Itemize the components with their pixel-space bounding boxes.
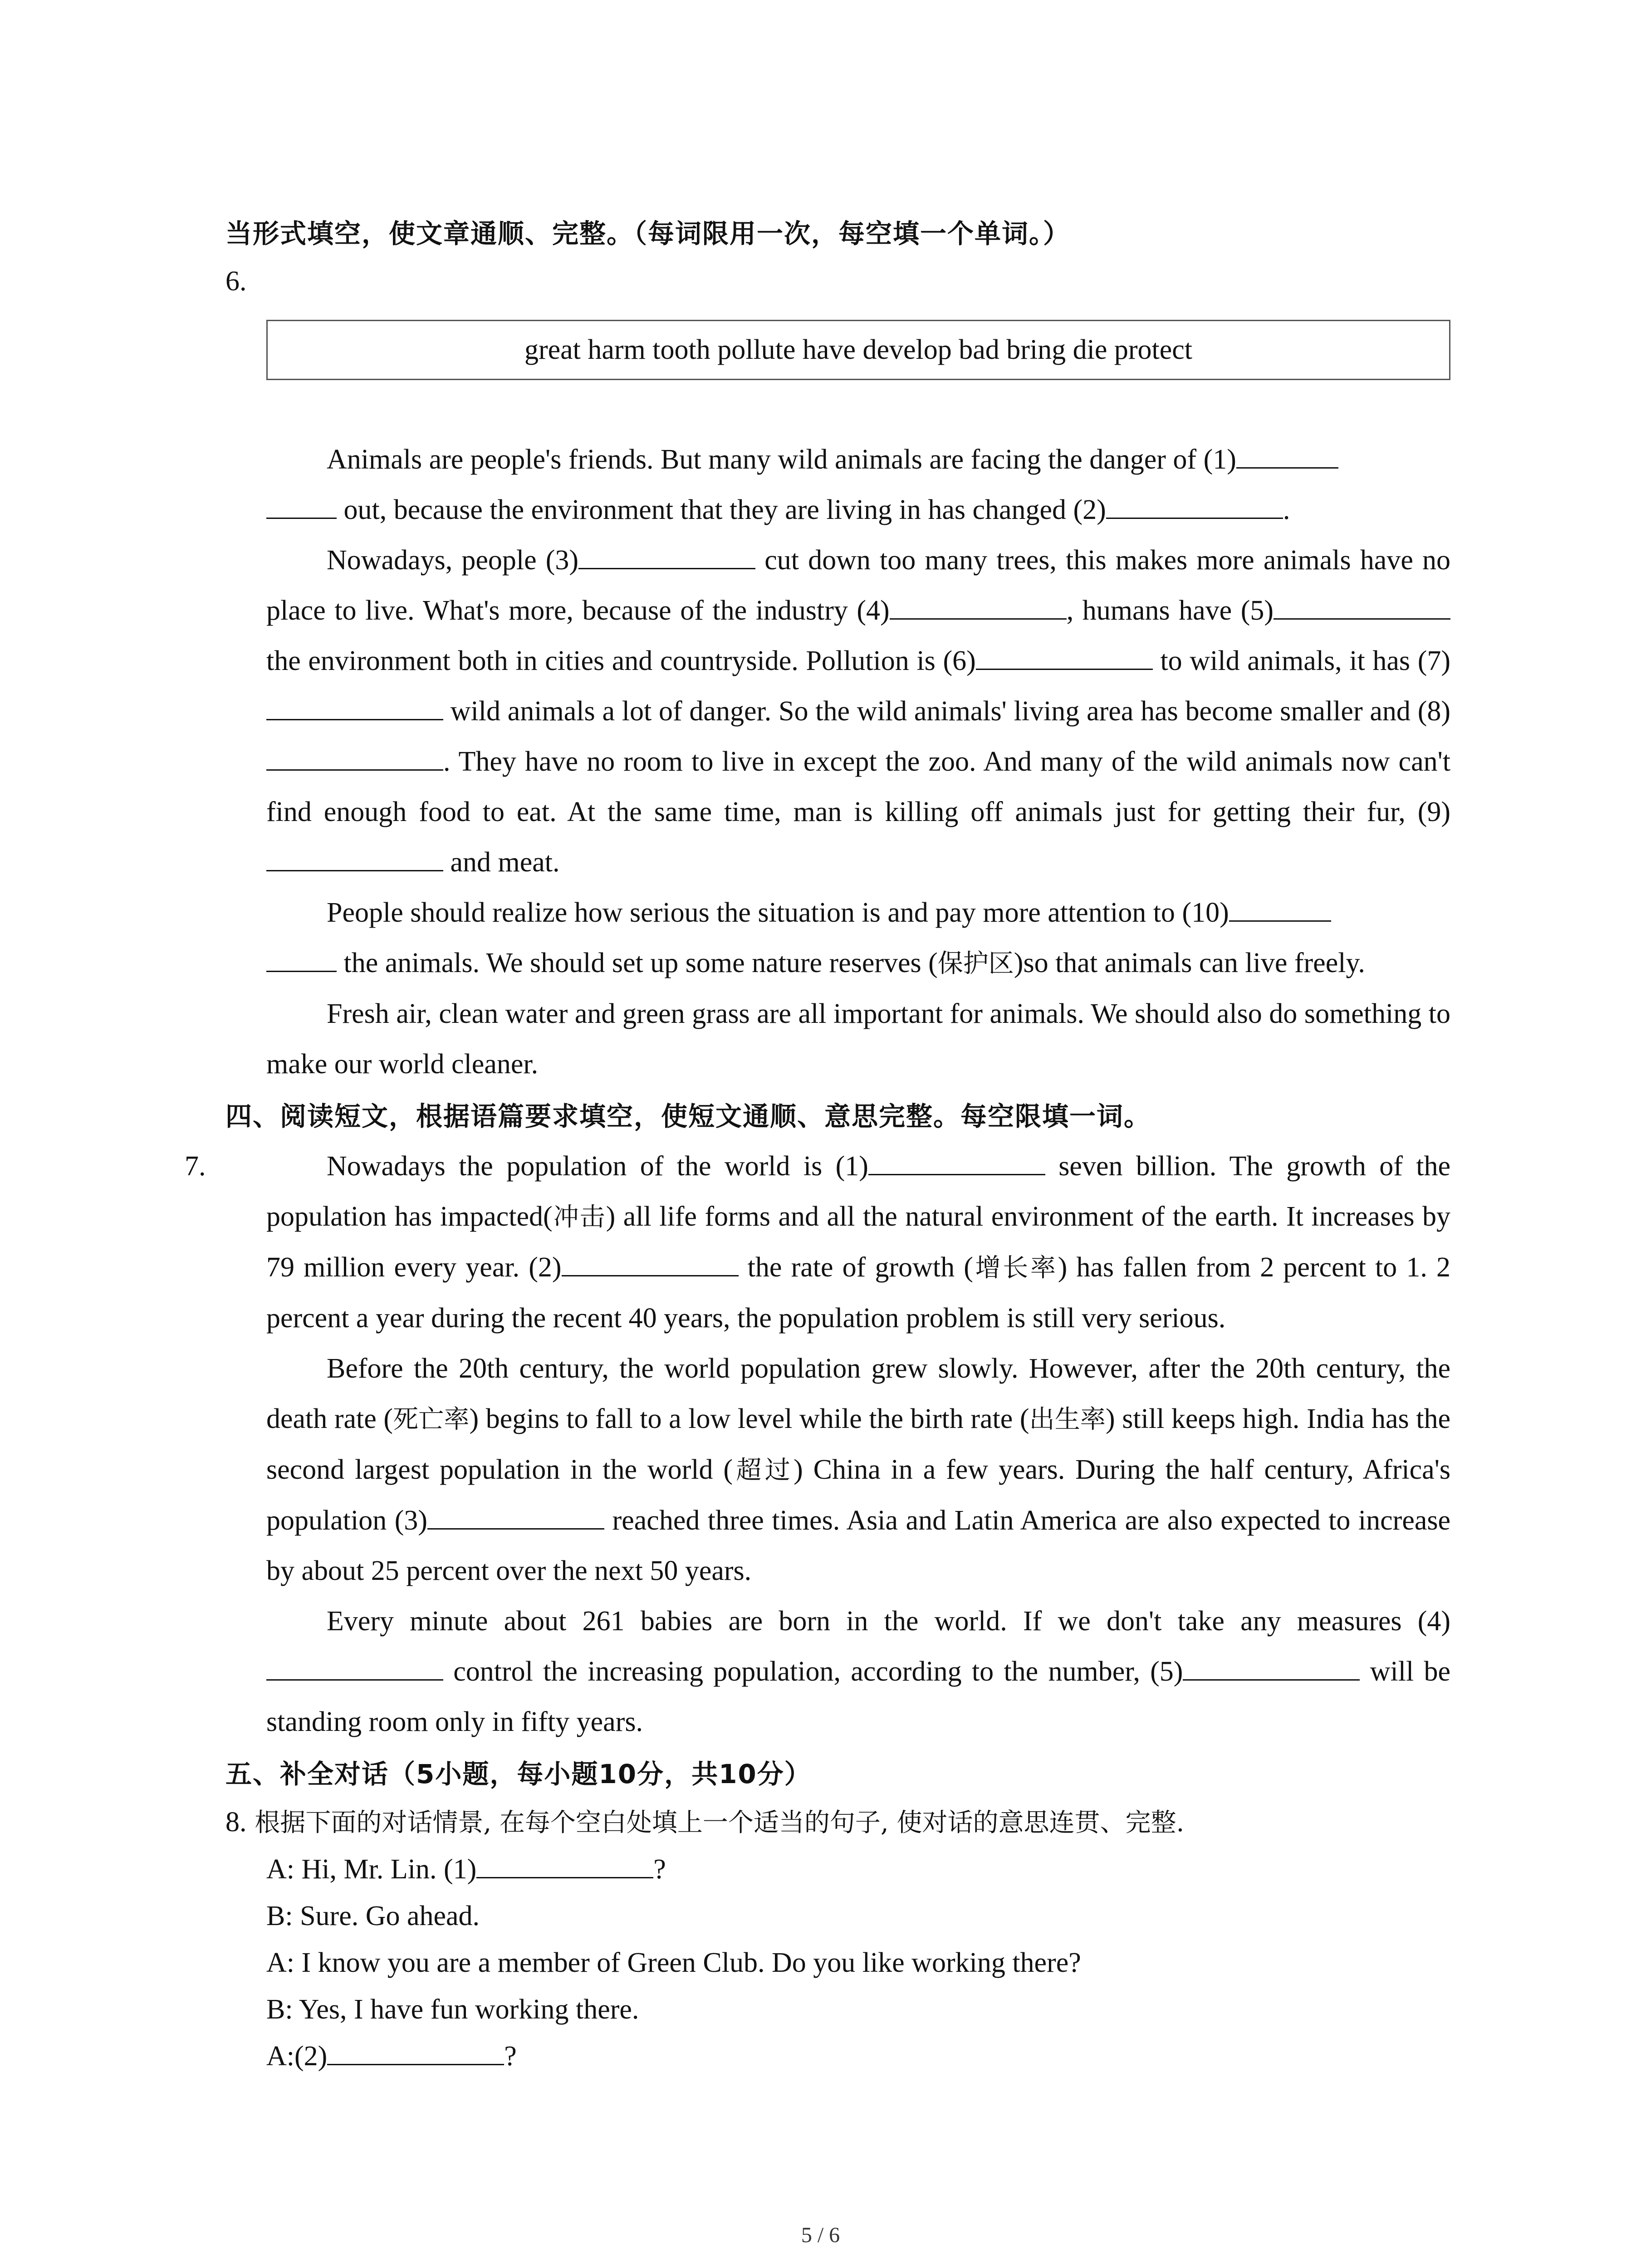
page-number: 5 / 6 [801,2223,840,2247]
dialogue-line-5: A:(2) ? [266,2033,1450,2080]
blank-6-5[interactable] [1274,590,1450,620]
q7-paragraph-3: Every minute about 261 babies are born in the world. If we don't take any measures (4) control the increasing population, according to the number, (5) will be standing room only in fifty years. [266,1606,1450,1737]
blank-6-2[interactable] [1106,489,1283,519]
blank-7-3[interactable] [427,1500,604,1530]
blank-6-3[interactable] [578,540,755,569]
blank-8-2[interactable] [327,2036,504,2065]
blank-7-2[interactable] [562,1247,739,1276]
word-bank-text: great harm tooth pollute have develop bad bring die protect [524,334,1192,365]
page-content [185,213,1451,2080]
dialogue-line-2: B: Sure. Go ahead. [266,1901,480,1931]
blank-6-7[interactable] [266,691,443,720]
blank-6-6[interactable] [976,640,1153,670]
blank-7-4[interactable] [266,1651,443,1681]
dialogue-line-1: A: Hi, Mr. Lin. (1) ? [266,1846,1450,1893]
blank-6-9[interactable] [266,842,443,871]
question-7-number: 7. [185,1151,206,1182]
q6-paragraph-4: Fresh air, clean water and green grass are all important for animals. We should also do something to make our world cleaner. [266,998,1450,1080]
blank-6-1a[interactable] [1236,439,1338,469]
section-5-instruction: 五、补全对话（5小题，每小题10分，共10分） [225,1759,812,1789]
dialogue-line-3: A: I know you are a member of Green Club. Do you like working there? [266,1947,1081,1978]
dialogue-line-4: B: Yes, I have fun working there. [266,1994,639,2025]
word-bank-box [266,320,1450,380]
blank-7-5[interactable] [1183,1651,1360,1681]
blank-7-1[interactable] [868,1146,1045,1175]
q7-paragraph-2: Before the 20th century, the world population grew slowly. However, after the 20th century, the death rate (死亡率) begins to fall to a low level while the birth rate (出生率) still keeps high. India has the second largest population in the world (超过) China in a few years. During the half century, Africa's population (3) reached three times. Asia and Latin America are also expected to increase by about 25 percent over the next 50 years. [266,1353,1451,1586]
question-8-instruction: 8. 根据下面的对话情景, 在每个空白处填上一个适当的句子, 使对话的意思连贯、完整. [225,1807,1185,1838]
blank-6-10a[interactable] [1229,892,1331,922]
blank-6-10b[interactable] [266,943,337,972]
q6-paragraph-3: People should realize how serious the situation is and pay more attention to (10) the animals. We should set up some nature reserves (保护区)so that animals can live freely. [266,888,1450,989]
q7-paragraph-1: Nowadays the population of the world is (1) seven billion. The growth of the population has impacted(冲击) all life forms and all the natural environment of the earth. It increases by 79 million every year. (2) the rate of growth (增长率) has fallen from 2 percent to 1. 2 percent a year during the recent 40 years, the population problem is still very serious. [266,1141,1450,1344]
blank-6-1b[interactable] [266,489,337,519]
section-3-instruction: 当形式填空，使文章通顺、完整。（每词限用一次，每空填一个单词。） [225,218,1071,249]
q6-paragraph-2: Nowadays, people (3) cut down too many trees, this makes more animals have no place to live. What's more, because of the industry (4) , humans have (5) the environment both in cities and countryside. Pollution is (6) to wild animals, it has (7) wild animals a lot of danger. So the wild animals' living area has become smaller and (8). They have no room to live in except the zoo. And many of the wild animals now can't find enough food to eat. At the same time, man is killing off animals just for getting their fur, (9) and meat. [266,535,1450,888]
question-7 [185,1141,1451,1344]
blank-6-4[interactable] [890,590,1067,620]
blank-8-1[interactable] [476,1849,653,1878]
q6-paragraph-1: Animals are people's friends. But many wild animals are facing the danger of (1) out, because the environment that they are living in has changed (2) . [266,435,1450,535]
question-6-number: 6. [225,266,247,297]
blank-6-8[interactable] [266,741,443,771]
section-4-instruction: 四、阅读短文，根据语篇要求填空，使短文通顺、意思完整。每空限填一词。 [225,1101,1151,1132]
